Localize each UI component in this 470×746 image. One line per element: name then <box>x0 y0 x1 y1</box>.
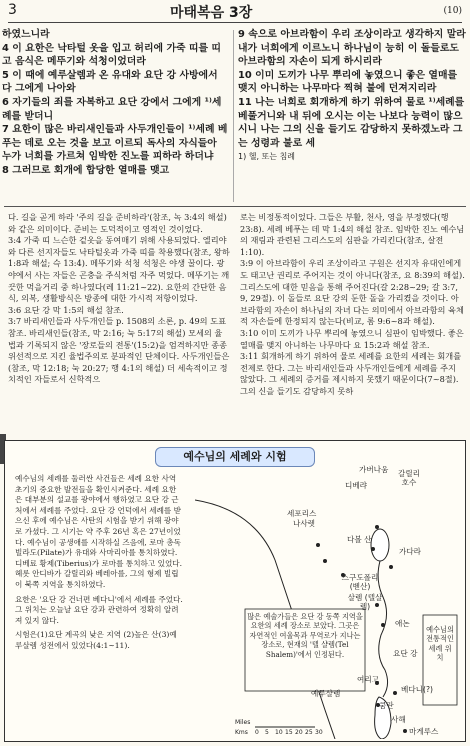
commentary-paragraph: 3:10 이미 도끼가 나무 뿌리에 놓였으니 심판이 임박했다. 좋은 열매를 맺지 아니하는 나무마다 요 15:2과 해설 참조. <box>240 327 464 350</box>
sidebar-title: 예수님의 세례와 시험 <box>155 447 315 467</box>
sidebar-paragraph: 요한은 '요단 강 건너편 베다니'에서 세례를 주었다. 그 위치는 오늘날 요단 강과 관련하여 정확히 알려져 있지 않다. <box>15 594 183 625</box>
place-capernaum: 가버나움 <box>359 465 389 474</box>
town-capernaum <box>375 525 379 529</box>
sidebar-box <box>4 440 466 742</box>
town-machaerus <box>403 729 407 733</box>
sea-of-galilee <box>371 529 389 561</box>
verse: 4 이 요한은 낙타털 옷을 입고 허리에 가죽 띠를 띠고 음식은 메뚜기와 석청이었더라 <box>2 42 222 68</box>
commentary-paragraph: 3:6 요단 강 막 1:5의 해설 참조. <box>8 304 124 315</box>
scale-tick: 0 <box>255 729 259 736</box>
place-qumran: 쿰란 <box>379 701 394 710</box>
sidebar-text <box>15 474 183 656</box>
verse: 8 그러므로 회개에 합당한 열매를 맺고 <box>2 164 170 176</box>
verse: 하였느니라 <box>2 29 50 40</box>
town-bethany <box>393 691 397 695</box>
place-jerusalem: 예루살렘 <box>311 689 341 698</box>
scale-tick: 5 <box>265 729 269 736</box>
town-nazareth <box>323 559 327 563</box>
verse-column-right <box>238 28 466 164</box>
section-divider <box>4 206 466 207</box>
place-jericho: 여리고 <box>357 675 380 684</box>
commentary-column-left <box>8 212 230 386</box>
scale-kms-label: Kms <box>235 729 248 736</box>
place-scythopolis: 스구도폴리 (벧산) <box>341 573 379 591</box>
place-salim: 살렘 (텔살렘) <box>347 593 383 611</box>
scale-tick: 25 <box>305 729 313 736</box>
page-number: (10) <box>443 6 462 16</box>
scale-miles-label: Miles <box>235 719 251 726</box>
commentary-paragraph: 다. 길을 곧게 하라 '주의 길을 준비하라'(참조, 녹 3:4의 해설)와 같은 의미이다. 준비는 도덕적이고 영적인 것이었다. <box>8 212 227 234</box>
place-sea-of-galilee: 갈릴리 호수 <box>397 469 420 487</box>
verse: 11 나는 너희로 회개하게 하기 위하여 물로 ¹⁾세례를 베풀거니와 내 뒤에 오시는 이는 나보다 능력이 많으시니 나는 그의 신을 들기도 감당하지 못하겠노라 그는 성령과 불로 세 <box>238 96 465 149</box>
town-sepphoris <box>316 543 320 547</box>
place-jordan-river: 요단 강 <box>393 649 418 658</box>
scale-tick: 15 <box>285 729 293 736</box>
place-sepphoris: 세포리스 <box>287 509 317 518</box>
inset-note: 많은 예술가들은 요단 강 동쪽 지역을 요한의 세례 장소로 보았다. 그곳은 자연적인 여울목과 무역로가 지나는 장소로, 현재의 '텔 샬렘(Tel Shalem)'에서 인정된다. <box>247 612 363 659</box>
town-tiberias <box>371 547 375 551</box>
commentary-column-right <box>240 212 466 398</box>
chapter-number: 3 <box>8 2 17 18</box>
place-gadara: 가다라 <box>399 547 422 556</box>
place-aenon: 애논 <box>395 619 410 628</box>
page-header <box>0 0 470 30</box>
verse-footnote: 1) 헬, 또는 침례 <box>238 152 296 162</box>
scale-tick: 10 <box>275 729 283 736</box>
place-nazareth: 나사렛 <box>293 519 316 528</box>
town-salim <box>381 623 385 627</box>
town-gadara <box>389 565 393 569</box>
place-tiberias: 디베랴 <box>345 481 368 490</box>
commentary-paragraph: 3:9 이 아브라함이 우리 조상이라고 구원은 선지자 유대인에게도 태고난 권리로 주어지는 것이 아니다(참조, 요 8:39의 해설). 그리스도에 대한 믿음을 통해 주어진다(갈 2:28~29; 갈 3:7, 9, 29절). 이 돌들로 요단 강의 둔한 돌을 가리켰을 것이다. 아브라함의 자손이 하나님의 자녀 다는 의미에서 아브라함의 육체적 자손들에 한정되지 않는다(비교, 롬 9:6~8과 해설). <box>240 258 465 327</box>
header-rule <box>8 22 462 23</box>
scale-tick: 20 <box>295 729 303 736</box>
commentary-paragraph: 3:11 회개하게 하기 위하여 물로 세례를 요한의 세례는 회개를 전제로 한다. 그는 바리새인들과 사두개인들에게 세례를 주지 않았다. 그 세례의 증거를 제시하지 못했기 때문이다(7~8절). 그의 신을 들기도 감당하지 못하 <box>240 351 462 396</box>
place-dead-sea: 사해 <box>391 715 406 724</box>
column-divider <box>233 30 234 202</box>
map <box>195 465 463 739</box>
place-tabor: 다볼 산 <box>347 535 372 544</box>
commentary-paragraph: 3:4 가죽 띠 느슨한 겉옷을 동여매기 위해 사용되었다. 엘리야와 다른 선지자들도 낙타털옷과 가죽 띠를 착용했다(참조, 왕하 1:8과 해설; 슥 13:4). 메뚜기와 석청 석청은 야생 꿀이다. 광야에서 사는 자들은 곤충을 주식처럼 자주 먹었다. 메뚜기는 깨끗한 먹을거리 중 하나였다(레 11:21~22). 요한의 간단한 음식, 의복, 생활방식은 방종에 대한 가시적 저항이었다. <box>8 235 230 304</box>
verse: 9 속으로 아브라함이 우리 조상이라고 생각하지 말라 내가 너희에게 이르노니 하나님이 능히 이 돌들로도 아브라함의 자손이 되게 하시리라 <box>238 29 466 68</box>
verse: 5 이 때에 예루살렘과 온 유대와 요단 강 사방에서 다 그에게 나아와 <box>2 69 218 95</box>
sidebar-paragraph: 예수님의 세례를 둘러싼 사건들은 세례 요한 사역 초기의 중요한 발전들을 확인시켜준다. 세례 요한은 대부분의 설교를 광야에서 행하였고 요단 강 근처에서 세례를 주었다. 요단 강 언덕에서 세례를 받으신 후에 예수님은 사탄의 시험을 받기 위해 광야로 가셨다. 그 시기는 약 주후 26년 혹은 27년이었다. 예수님이 공생애를 시작하실 즈음에, 로마 총독 빌라도(Pilate)가 유대와 사마리아를 통치하였다. 디베료 황제(Tiberius)가 로마를 통치하고 있었다. 헤롯 안디바가 갈릴리와 베레아를, 그의 형제 빌립이 북쪽 지역을 통치하였다. <box>15 474 183 589</box>
scale-tick: 30 <box>315 729 323 736</box>
place-machaerus: 마게루스 <box>409 727 439 736</box>
place-bethany: 베다니(?) <box>401 685 433 694</box>
verse-column-left <box>2 28 228 178</box>
page-title: 마태복음 3장 <box>170 5 253 21</box>
commentary-paragraph: 로는 비정통적이었다. 그들은 부활, 천사, 영을 부정했다(행 23:8). 세례 베푸는 데 막 1:4의 해설 참조. 임박한 진노 예수님의 재림과 관련된 그리스도의 심판을 가리킨다(참조, 살전 1:10). <box>240 212 465 257</box>
verse: 7 요한이 많은 바리새인들과 사두개인들이 ¹⁾세례 베푸는 데로 오는 것을 보고 이르되 독사의 자식들아 누가 너희를 가르쳐 임박한 진노를 피하라 하더냐 <box>2 124 228 163</box>
tradition-note: 예수님의 전통적인 세례 위치 <box>426 625 454 663</box>
sidebar-paragraph: 시험은(1)요단 계곡의 낮은 지역 (2)높은 산(3)예루살렘 성전에서 있었다(4:1~11). <box>15 630 177 650</box>
commentary-paragraph: 3:7 바리새인들과 사두개인들 p. 1508의 소론, p. 49의 도표 참조. 바리새인들(참조, 막 2:16; 눅 5:17의 해설) 모세의 율법과 기록되지 않은 '장로들의 전통'(15:2)을 엄격하지만 종종 위선적으로 지킨 율법주의로 분파적인 단체이다. 사두개인들은(참조, 막 12:18; 눅 20:27; 행 4:1의 해설) 더 세속적이고 정치적인 자들로서 신학적으 <box>8 316 230 385</box>
verse: 6 자기들의 죄를 자복하고 요단 강에서 그에게 ¹⁾세례를 받더니 <box>2 96 222 122</box>
verse: 10 이미 도끼가 나무 뿌리에 놓였으니 좋은 열매를 맺지 아니하는 나무마다 찍혀 불에 던져지리라 <box>238 69 458 95</box>
